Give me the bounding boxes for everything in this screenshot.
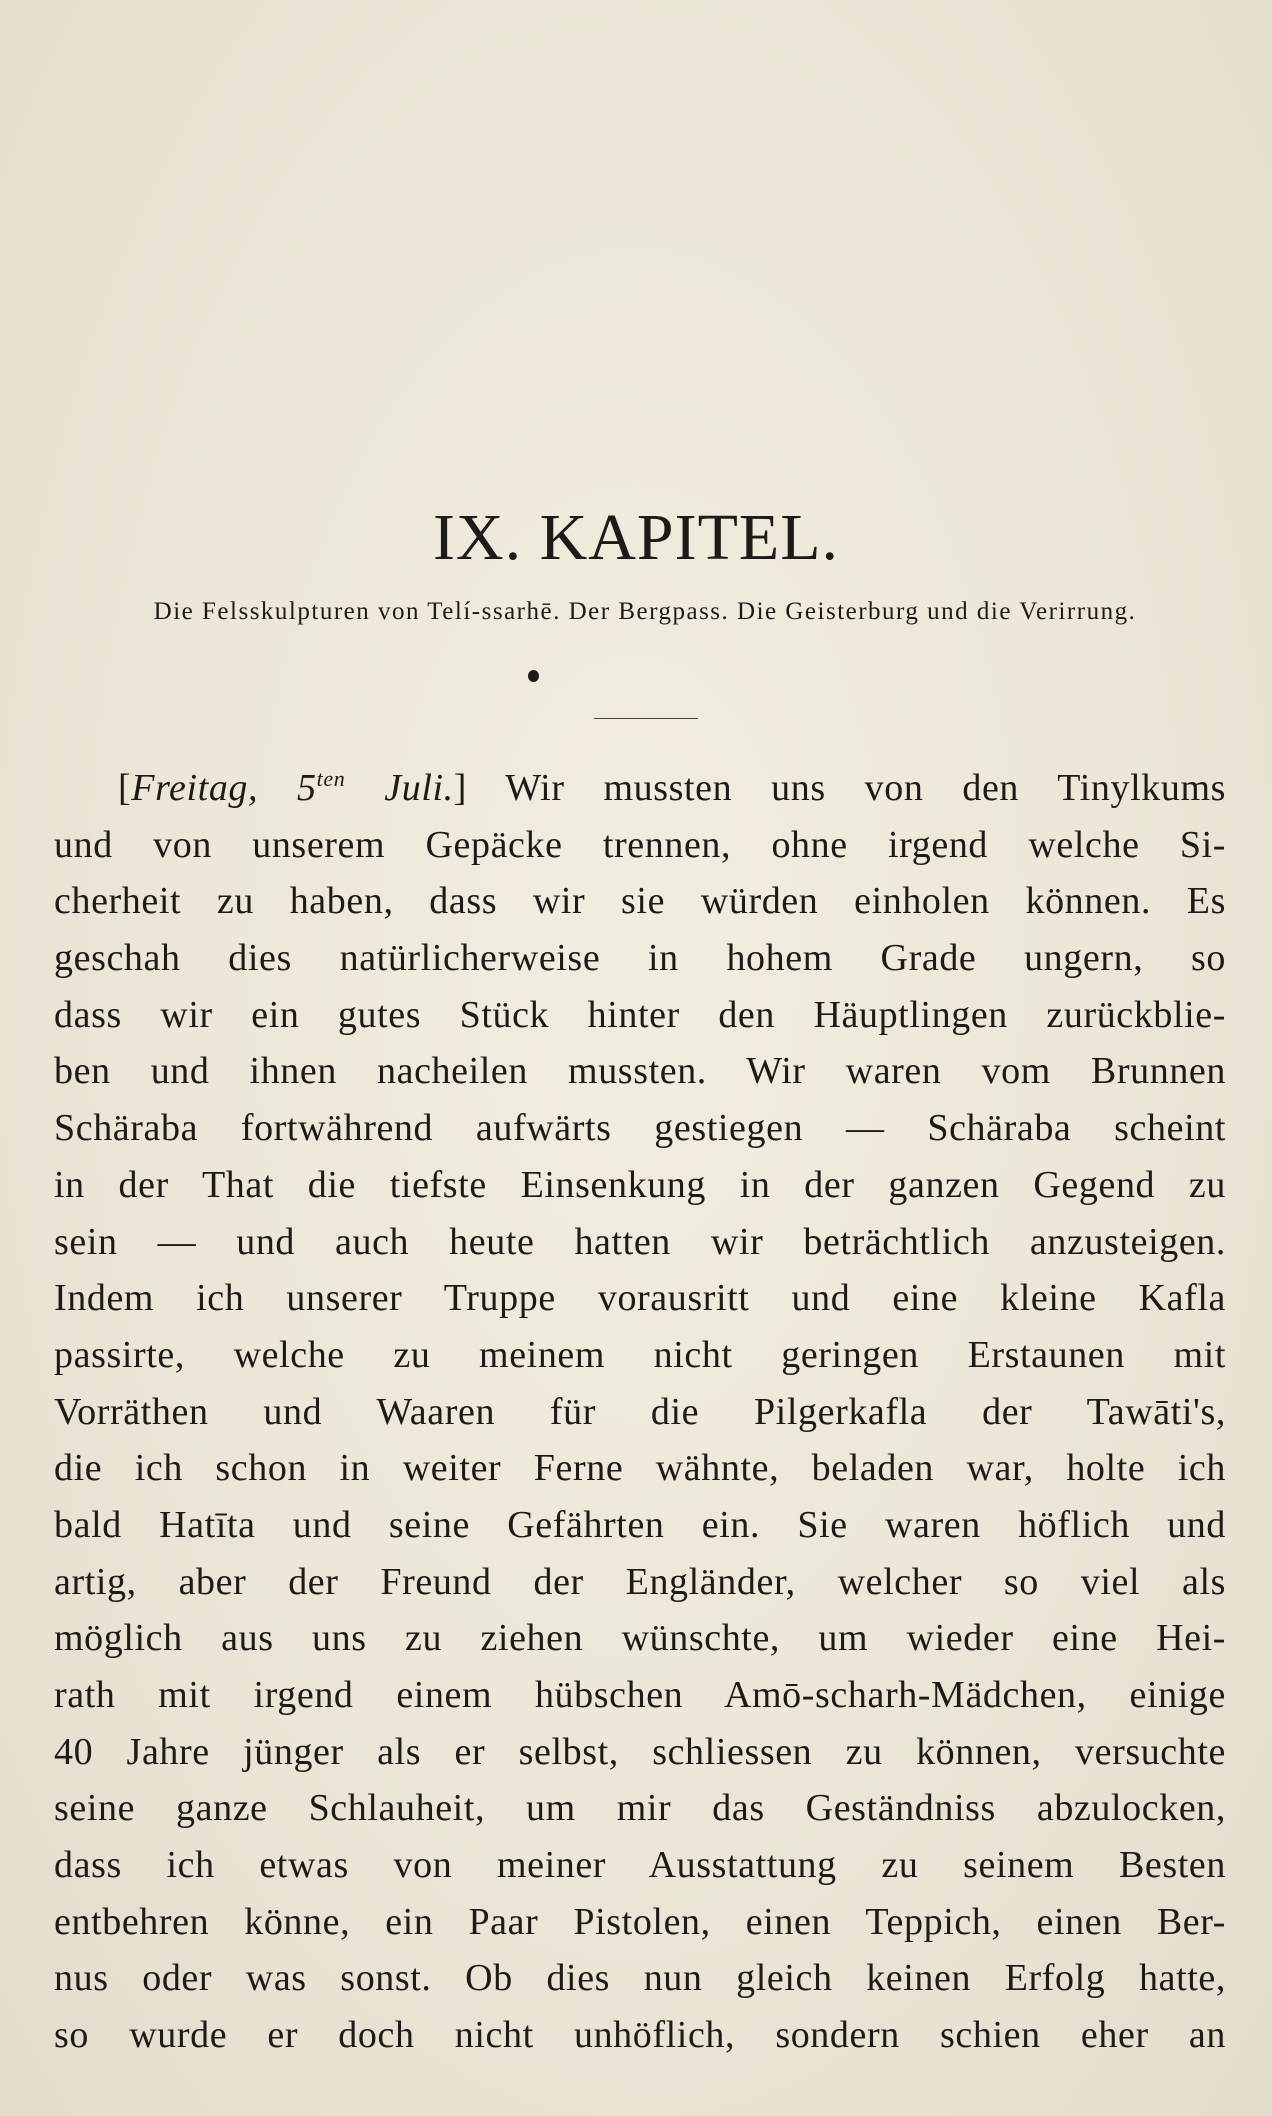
body-line: cherheit zu haben, dass wir sie würden einholen können. Es — [54, 880, 1226, 923]
body-line: sein — und auch heute hatten wir beträchtlich anzusteigen. — [54, 1220, 1226, 1263]
body-line: Indem ich unserer Truppe vorausritt und eine kleine Kafla — [54, 1277, 1226, 1320]
body-line: rath mit irgend einem hübschen Amō-scharh-Mädchen, einige — [54, 1674, 1226, 1716]
chapter-title: IX. KAPITEL. — [432, 501, 840, 574]
ink-speck — [528, 670, 539, 682]
body-line: möglich aus uns zu ziehen wünschte, um wieder eine Hei- — [54, 1617, 1226, 1660]
body-line: seine ganze Schlauheit, um mir das Geständniss abzulocken, — [54, 1787, 1226, 1830]
body-line: 40 Jahre jünger als er selbst, schliessen zu können, versuchte — [54, 1730, 1226, 1773]
body-line: ben und ihnen nacheilen mussten. Wir waren vom Brunnen — [54, 1050, 1226, 1093]
date-month: Juli. — [345, 767, 454, 809]
body-line: die ich schon in weiter Ferne wähnte, beladen war, holte ich — [54, 1447, 1226, 1490]
body-text — [54, 760, 1226, 2064]
body-line: entbehren könne, ein Paar Pistolen, einen Teppich, einen Ber- — [54, 1900, 1226, 1943]
body-line: und von unserem Gepäcke trennen, ohne irgend welche Si- — [54, 823, 1226, 866]
body-line: dass ich etwas von meiner Ausstattung zu seinem Besten — [54, 1844, 1226, 1887]
first-line-text: Wir mussten uns von den Tinylkums — [467, 767, 1226, 809]
body-line: artig, aber der Freund der Engländer, welcher so viel als — [54, 1560, 1226, 1603]
body-line: Vorräthen und Waaren für die Pilgerkafla der Tawāti's, — [54, 1390, 1226, 1433]
body-line: geschah dies natürlicherweise in hohem Grade ungern, so — [54, 937, 1226, 980]
body-line: dass wir ein gutes Stück hinter den Häuptlingen zurückblie- — [54, 993, 1226, 1036]
date-suffix: ten — [316, 766, 346, 791]
date-bracket-open: [ — [118, 767, 132, 809]
body-line: Schäraba fortwährend aufwärts gestiegen — Schäraba scheint — [54, 1107, 1226, 1150]
date-tag — [131, 767, 453, 809]
body-line: so wurde er doch nicht unhöflich, sondern schien eher an — [54, 2014, 1226, 2057]
body-line: bald Hatīta und seine Gefährten ein. Sie waren höflich und — [54, 1503, 1226, 1546]
body-line: passirte, welche zu meinem nicht geringen Erstaunen mit — [54, 1333, 1226, 1376]
body-line: nus oder was sonst. Ob dies nun gleich keinen Erfolg hatte, — [54, 1957, 1226, 2000]
section-divider — [594, 718, 698, 719]
body-line-first — [54, 760, 1226, 817]
date-day: Freitag, 5 — [131, 767, 317, 809]
date-bracket-close: ] — [453, 767, 467, 809]
chapter-summary: Die Felsskulpturen von Telí-ssarhē. Der Bergpass. Die Geisterburg und die Verirrung. — [153, 598, 1137, 625]
bleed-through-shadow — [60, 40, 1240, 740]
body-line: in der That die tiefste Einsenkung in der ganzen Gegend zu — [54, 1163, 1226, 1206]
